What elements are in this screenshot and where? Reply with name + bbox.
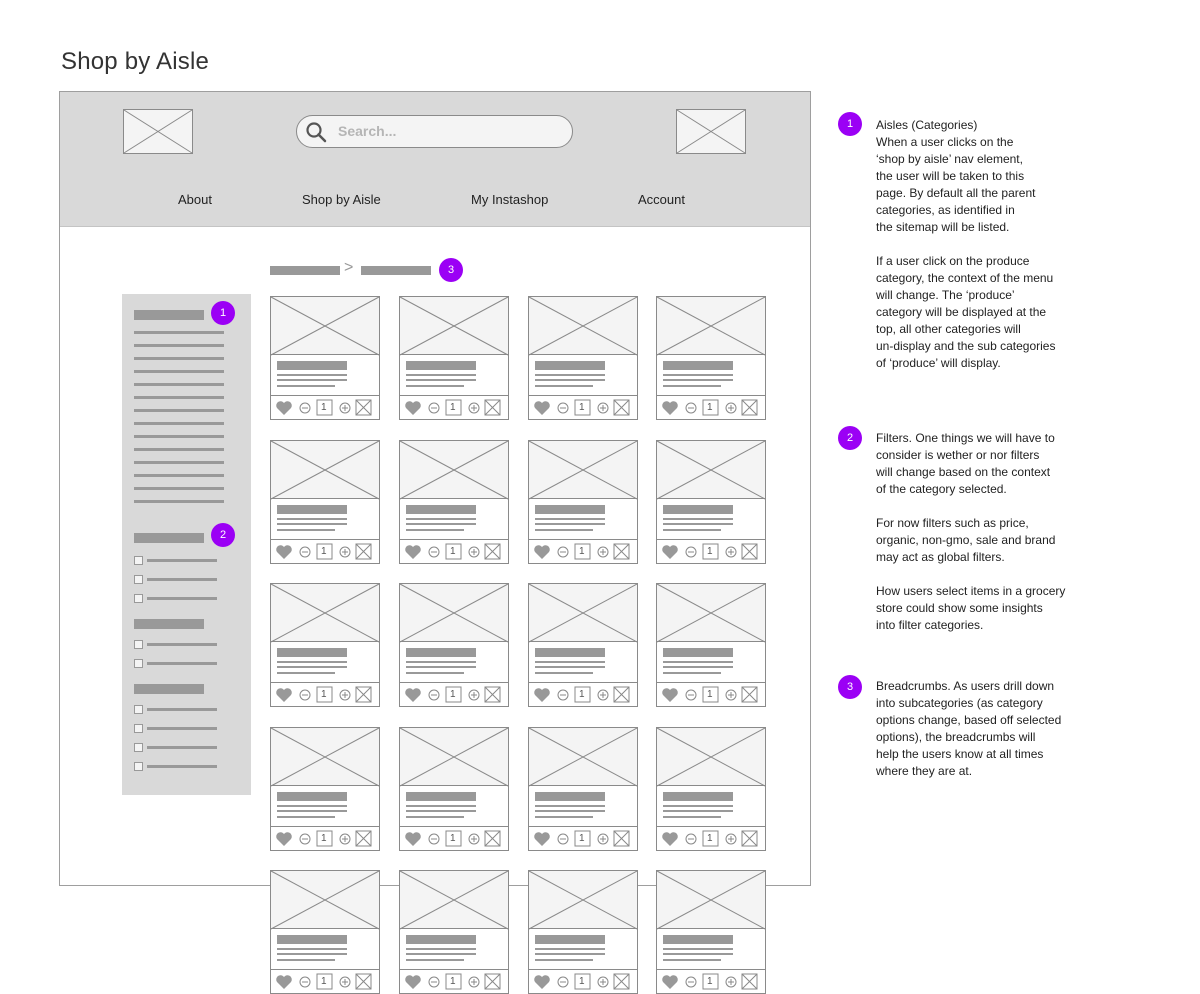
product-title [406, 361, 476, 370]
product-image-placeholder[interactable] [400, 871, 508, 929]
filter-label [147, 643, 217, 646]
product-actions[interactable] [657, 539, 765, 563]
product-title [535, 361, 605, 370]
product-image-placeholder[interactable] [271, 728, 379, 786]
cart-placeholder-image[interactable] [676, 109, 746, 154]
product-title [406, 935, 476, 944]
heart-icon [405, 688, 421, 702]
heart-icon [662, 401, 678, 415]
product-title [277, 935, 347, 944]
product-desc-line [406, 672, 464, 674]
product-card[interactable] [656, 296, 766, 420]
filter-heading [134, 533, 204, 543]
breadcrumb-item[interactable] [270, 266, 340, 275]
category-item[interactable] [134, 487, 224, 490]
product-desc-line [535, 518, 605, 520]
product-image-placeholder[interactable] [271, 584, 379, 642]
product-desc-line [406, 529, 464, 531]
product-card[interactable] [270, 296, 380, 420]
filter-checkbox[interactable] [134, 743, 143, 752]
product-image-placeholder[interactable] [529, 871, 637, 929]
product-desc-line [406, 379, 476, 381]
note-aisles [876, 117, 1096, 389]
quantity-value[interactable]: 1 [321, 546, 327, 557]
note-marker-2: 2 [838, 426, 862, 450]
product-desc-line [277, 953, 347, 955]
product-desc-line [663, 959, 721, 961]
product-desc-line [535, 661, 605, 663]
product-image-placeholder[interactable] [400, 297, 508, 355]
quantity-value[interactable]: 1 [450, 402, 456, 413]
product-card[interactable] [528, 440, 638, 564]
product-image-placeholder[interactable] [657, 441, 765, 499]
product-title [406, 648, 476, 657]
product-actions[interactable] [529, 682, 637, 706]
category-item[interactable] [134, 331, 224, 334]
quantity-value[interactable]: 1 [579, 689, 585, 700]
product-desc-line [535, 666, 605, 668]
filter-label [147, 559, 217, 562]
category-item[interactable] [134, 357, 224, 360]
category-item[interactable] [134, 344, 224, 347]
product-card[interactable] [656, 727, 766, 851]
category-item[interactable] [134, 396, 224, 399]
product-desc-line [535, 529, 593, 531]
product-desc-line [277, 374, 347, 376]
quantity-value[interactable]: 1 [707, 976, 713, 987]
product-actions[interactable] [400, 539, 508, 563]
product-image-placeholder[interactable] [529, 441, 637, 499]
heart-icon [662, 688, 678, 702]
product-desc-line [535, 523, 605, 525]
product-card[interactable] [270, 727, 380, 851]
product-desc-line [277, 948, 347, 950]
heart-icon [276, 545, 292, 559]
product-card[interactable] [399, 727, 509, 851]
quantity-value[interactable]: 1 [321, 976, 327, 987]
nav-account[interactable]: Account [638, 192, 685, 207]
quantity-value[interactable]: 1 [579, 976, 585, 987]
wireframe [59, 91, 811, 987]
product-image-placeholder[interactable] [271, 297, 379, 355]
annotation-marker-2: 2 [211, 523, 235, 547]
category-item[interactable] [134, 461, 224, 464]
product-desc-line [277, 523, 347, 525]
note-paragraph: If a user click on the produce category, the context of the menu will change. The ‘produce’ category will be displayed at the top, all other categories will un-display and the sub categories of ‘produce’ will display. [876, 254, 1056, 370]
product-desc-line [663, 518, 733, 520]
search-input[interactable] [296, 115, 573, 148]
category-item[interactable] [134, 409, 224, 412]
filter-label [147, 765, 217, 768]
product-desc-line [277, 672, 335, 674]
note-paragraph: Aisles (Categories) When a user clicks on the ‘shop by aisle’ nav element, the user will be taken to this page. By default all the parent categories, as identified in the sitemap will be listed. [876, 118, 1036, 234]
quantity-value[interactable]: 1 [450, 976, 456, 987]
product-desc-line [406, 816, 464, 818]
product-title [663, 361, 733, 370]
product-actions[interactable] [657, 395, 765, 419]
heart-icon [405, 545, 421, 559]
filter-label [147, 746, 217, 749]
filter-checkbox[interactable] [134, 594, 143, 603]
note-paragraph: For now filters such as price, organic, non-gmo, sale and brand may act as global filters. [876, 516, 1056, 564]
product-desc-line [663, 385, 721, 387]
product-title [663, 935, 733, 944]
product-desc-line [277, 529, 335, 531]
product-image-placeholder[interactable] [657, 297, 765, 355]
heart-icon [534, 545, 550, 559]
category-item[interactable] [134, 435, 224, 438]
product-actions[interactable] [529, 539, 637, 563]
quantity-value[interactable]: 1 [707, 689, 713, 700]
product-card[interactable] [528, 870, 638, 994]
note-paragraph: Breadcrumbs. As users drill down into subcategories (as category options change, based off selected options), the breadcrumbs will help the users know at all times where they are at. [876, 679, 1062, 778]
quantity-value[interactable]: 1 [707, 402, 713, 413]
product-actions[interactable] [400, 969, 508, 993]
product-desc-line [406, 661, 476, 663]
filter-checkbox[interactable] [134, 705, 143, 714]
product-desc-line [535, 816, 593, 818]
filter-label [147, 708, 217, 711]
product-actions[interactable] [400, 826, 508, 850]
page-title: Shop by Aisle [61, 48, 210, 75]
product-actions[interactable] [529, 395, 637, 419]
product-desc-line [406, 518, 476, 520]
quantity-value[interactable]: 1 [321, 689, 327, 700]
heart-icon [405, 975, 421, 989]
filter-checkbox[interactable] [134, 724, 143, 733]
product-desc-line [277, 379, 347, 381]
product-desc-line [535, 953, 605, 955]
filter-checkbox[interactable] [134, 556, 143, 565]
breadcrumb-chevron-icon: > [344, 259, 354, 276]
product-image-placeholder[interactable] [400, 584, 508, 642]
nav-shop-by-aisle[interactable]: Shop by Aisle [302, 192, 381, 207]
note-marker-1: 1 [838, 112, 862, 136]
product-desc-line [535, 374, 605, 376]
product-card[interactable] [528, 583, 638, 707]
product-actions[interactable] [657, 969, 765, 993]
category-heading [134, 310, 204, 320]
category-item[interactable] [134, 448, 224, 451]
product-title [406, 505, 476, 514]
product-desc-line [406, 666, 476, 668]
product-card[interactable] [656, 440, 766, 564]
heart-icon [276, 832, 292, 846]
product-desc-line [277, 666, 347, 668]
product-actions[interactable] [271, 395, 379, 419]
note-paragraph: How users select items in a grocery store could show some insights into filter categories. [876, 584, 1066, 632]
product-card[interactable] [270, 870, 380, 994]
product-desc-line [406, 805, 476, 807]
product-title [535, 648, 605, 657]
product-image-placeholder[interactable] [657, 728, 765, 786]
heart-icon [662, 832, 678, 846]
product-desc-line [535, 672, 593, 674]
quantity-value[interactable]: 1 [321, 833, 327, 844]
product-image-placeholder[interactable] [657, 871, 765, 929]
product-desc-line [535, 805, 605, 807]
nav-my-instashop[interactable]: My Instashop [471, 192, 549, 207]
quantity-value[interactable]: 1 [321, 402, 327, 413]
product-actions[interactable] [400, 682, 508, 706]
product-desc-line [663, 529, 721, 531]
product-image-placeholder[interactable] [271, 441, 379, 499]
product-desc-line [663, 953, 733, 955]
category-sidebar [122, 294, 251, 795]
product-desc-line [277, 959, 335, 961]
product-card[interactable] [399, 296, 509, 420]
heart-icon [534, 401, 550, 415]
product-desc-line [406, 959, 464, 961]
note-marker-3: 3 [838, 675, 862, 699]
category-item[interactable] [134, 370, 224, 373]
product-desc-line [535, 948, 605, 950]
product-actions[interactable] [400, 395, 508, 419]
quantity-value[interactable]: 1 [450, 689, 456, 700]
product-desc-line [663, 805, 733, 807]
product-desc-line [277, 810, 347, 812]
product-image-placeholder[interactable] [529, 728, 637, 786]
heart-icon [662, 975, 678, 989]
product-desc-line [406, 810, 476, 812]
product-card[interactable] [656, 583, 766, 707]
search-placeholder: Search... [338, 123, 397, 139]
product-desc-line [277, 661, 347, 663]
quantity-value[interactable]: 1 [579, 833, 585, 844]
search-icon [305, 121, 329, 143]
product-desc-line [277, 385, 335, 387]
filter-checkbox[interactable] [134, 762, 143, 771]
quantity-value[interactable]: 1 [450, 546, 456, 557]
product-desc-line [406, 374, 476, 376]
product-image-placeholder[interactable] [529, 584, 637, 642]
product-desc-line [535, 379, 605, 381]
product-title [406, 792, 476, 801]
note-filters [876, 430, 1096, 651]
breadcrumb-item[interactable] [361, 266, 431, 275]
product-actions[interactable] [657, 682, 765, 706]
product-title [663, 648, 733, 657]
quantity-value[interactable]: 1 [579, 402, 585, 413]
product-actions[interactable] [271, 682, 379, 706]
filter-label [147, 578, 217, 581]
product-image-placeholder[interactable] [400, 441, 508, 499]
product-desc-line [663, 523, 733, 525]
product-card[interactable] [399, 583, 509, 707]
heart-icon [276, 688, 292, 702]
heart-icon [276, 401, 292, 415]
product-desc-line [535, 810, 605, 812]
product-actions[interactable] [657, 826, 765, 850]
product-desc-line [663, 661, 733, 663]
heart-icon [276, 975, 292, 989]
heart-icon [534, 975, 550, 989]
product-actions[interactable] [271, 539, 379, 563]
product-image-placeholder[interactable] [271, 871, 379, 929]
heart-icon [405, 832, 421, 846]
site-header [60, 92, 810, 227]
filter-checkbox[interactable] [134, 575, 143, 584]
product-title [277, 792, 347, 801]
product-card[interactable] [399, 870, 509, 994]
product-actions[interactable] [529, 969, 637, 993]
quantity-value[interactable]: 1 [707, 546, 713, 557]
quantity-value[interactable]: 1 [707, 833, 713, 844]
category-item[interactable] [134, 422, 224, 425]
product-desc-line [406, 385, 464, 387]
product-actions[interactable] [529, 826, 637, 850]
product-title [535, 792, 605, 801]
product-desc-line [535, 959, 593, 961]
heart-icon [534, 832, 550, 846]
product-title [663, 505, 733, 514]
product-desc-line [535, 385, 593, 387]
product-desc-line [663, 379, 733, 381]
product-title [535, 935, 605, 944]
filter-label [147, 662, 217, 665]
quantity-value[interactable]: 1 [579, 546, 585, 557]
product-desc-line [663, 816, 721, 818]
quantity-value[interactable]: 1 [450, 833, 456, 844]
product-desc-line [277, 518, 347, 520]
heart-icon [534, 688, 550, 702]
product-card[interactable] [270, 440, 380, 564]
product-card[interactable] [656, 870, 766, 994]
product-image-placeholder[interactable] [529, 297, 637, 355]
category-item[interactable] [134, 383, 224, 386]
heart-icon [662, 545, 678, 559]
filter-heading [134, 684, 204, 694]
product-desc-line [663, 374, 733, 376]
product-title [663, 792, 733, 801]
heart-icon [405, 401, 421, 415]
category-item[interactable] [134, 500, 224, 503]
nav-about[interactable]: About [178, 192, 212, 207]
filter-heading [134, 619, 204, 629]
product-actions[interactable] [271, 969, 379, 993]
product-card[interactable] [528, 296, 638, 420]
note-paragraph: Filters. One things we will have to consider is wether or nor filters will change based on the context of the category selected. [876, 431, 1055, 496]
product-image-placeholder[interactable] [657, 584, 765, 642]
note-breadcrumbs [876, 678, 1096, 797]
filter-label [147, 727, 217, 730]
product-title [277, 648, 347, 657]
product-desc-line [663, 948, 733, 950]
product-title [277, 505, 347, 514]
product-desc-line [663, 810, 733, 812]
category-item[interactable] [134, 474, 224, 477]
product-card[interactable] [270, 583, 380, 707]
product-actions[interactable] [271, 826, 379, 850]
product-title [277, 361, 347, 370]
logo-placeholder-image[interactable] [123, 109, 193, 154]
product-card[interactable] [528, 727, 638, 851]
annotation-marker-3: 3 [439, 258, 463, 282]
annotation-marker-1: 1 [211, 301, 235, 325]
product-desc-line [406, 953, 476, 955]
product-desc-line [663, 672, 721, 674]
filter-checkbox[interactable] [134, 659, 143, 668]
product-desc-line [277, 816, 335, 818]
product-image-placeholder[interactable] [400, 728, 508, 786]
filter-label [147, 597, 217, 600]
product-desc-line [406, 523, 476, 525]
product-desc-line [277, 805, 347, 807]
product-desc-line [406, 948, 476, 950]
product-title [535, 505, 605, 514]
filter-checkbox[interactable] [134, 640, 143, 649]
product-desc-line [663, 666, 733, 668]
product-card[interactable] [399, 440, 509, 564]
